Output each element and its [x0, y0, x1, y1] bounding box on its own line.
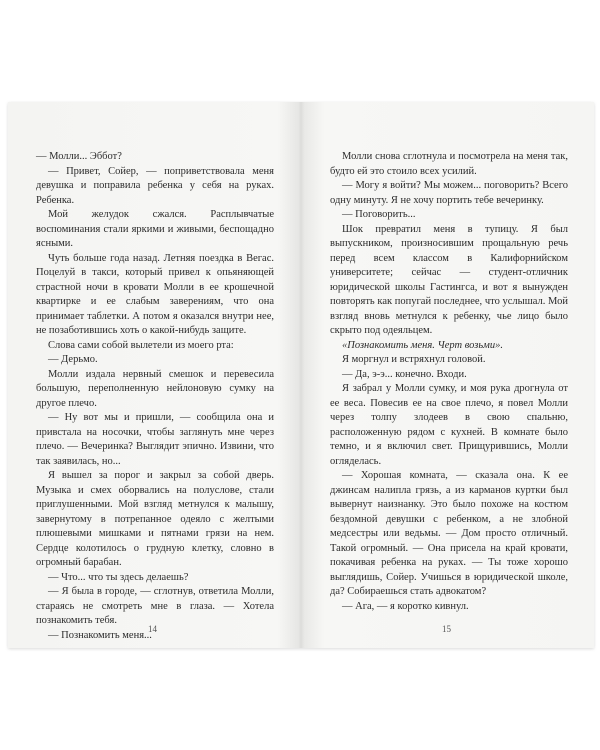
paragraph: — Ну вот мы и пришли, — сообщила она и привстала на носочки, чтобы заглянуть мне через плечо. — Вечеринка? Выглядит эпично. Извини, что так заявилась, но...	[36, 412, 274, 467]
paragraph: — Да, э-э... конечно. Входи.	[342, 368, 467, 380]
paragraph: — Могу я войти? Мы можем... поговорить? Всего одну минуту. Я не хочу портить тебе вечеринку.	[330, 180, 568, 206]
paragraph: Молли издала нервный смешок и перевесила большую, переполненную нейлоновую сумку на другое плечо.	[36, 368, 274, 409]
paragraph: Молли снова сглотнула и посмотрела на меня так, будто ей это стоило всех усилий.	[330, 151, 568, 177]
paragraph: Мой желудок сжался. Расплывчатые воспоминания стали яркими и живыми, беспощадно ясными.	[36, 209, 274, 249]
paragraph: Чуть больше года назад. Летняя поездка в Вегас. Поцелуй в такси, который привел к опьяняющей страстной ночи в кровати Молли в ее крошечной квартирке и ее слабым заверениям, что она принимает таблетки. А потом я оказался внутри нее, не позаботившись хоть о какой-нибудь защите.	[36, 252, 274, 336]
paragraph: — Ага, — я коротко кивнул.	[342, 600, 469, 612]
paragraph: — Я была в городе, — сглотнув, ответила Молли, стараясь не смотреть мне в глаза. — Хотела познакомить тебя.	[36, 586, 274, 626]
page-number-left: 14	[148, 624, 157, 634]
paragraph: — Хорошая комната, — сказала она. К ее джинсам налипла грязь, а из карманов куртки был вывернут наизнанку. Это было похоже на костюм бездомной девушки с ребенком, а не злобной медсестры или ведьмы. — Дом просто отличный. Такой огромный. — Она присела на край кровати, покачивая ребенка на руках. — Ты тоже хорошо выглядишь, Сойер. Учишься в юридической школе, да? Собираешься стать адвокатом?	[330, 470, 568, 597]
paragraph-italic: «Познакомить меня. Черт возьми».	[342, 339, 503, 351]
right-page	[330, 150, 568, 614]
left-page	[36, 150, 274, 643]
paragraph: — Привет, Сойер, — поприветствовала меня девушка и поправила ребенка у себя на руках. Ребенка.	[36, 165, 274, 206]
paragraph: — Молли... Эббот?	[36, 151, 122, 162]
paragraph: Я моргнул и встряхнул головой.	[342, 354, 486, 365]
paragraph: Я забрал у Молли сумку, и моя рука дрогнула от ее веса. Повесив ее на свое плечо, я повел Молли через толпу злодеев в свою спальню, расположенную рядом с кухней. В комнате было темно, и я включил свет. Прищурившись, Молли огляделась.	[330, 383, 568, 467]
page-number-right: 15	[442, 624, 451, 634]
paragraph: — Поговорить...	[342, 209, 416, 220]
paragraph: Я вышел за порог и закрыл за собой дверь. Музыка и смех оборвались на полуслове, стали приглушенными. Мой взгляд метнулся к малышу, завернутому в потрепанное одеяло с желтыми плюшевыми мишками и пятнами грязи на нем. Сердце колотилось о грудную клетку, словно в огромный барабан.	[36, 470, 274, 568]
paragraph: — Дерьмо.	[48, 354, 98, 365]
paragraph: Слова сами собой вылетели из моего рта:	[48, 339, 234, 351]
paragraph: — Познакомить меня...	[48, 629, 152, 641]
paragraph: — Что... что ты здесь делаешь?	[48, 571, 189, 583]
paragraph: Шок превратил меня в тупицу. Я был выпускником, произносившим прощальную речь перед всем классом в Калифорнийском университете; сейчас — студент-отличник юридической школы Гастингса, и вот я вынужден повторять как попугай последнее, что услышал. Мой взгляд вновь метнулся к ребенку, чье лицо было скрыто под одеяльцем.	[330, 223, 568, 336]
